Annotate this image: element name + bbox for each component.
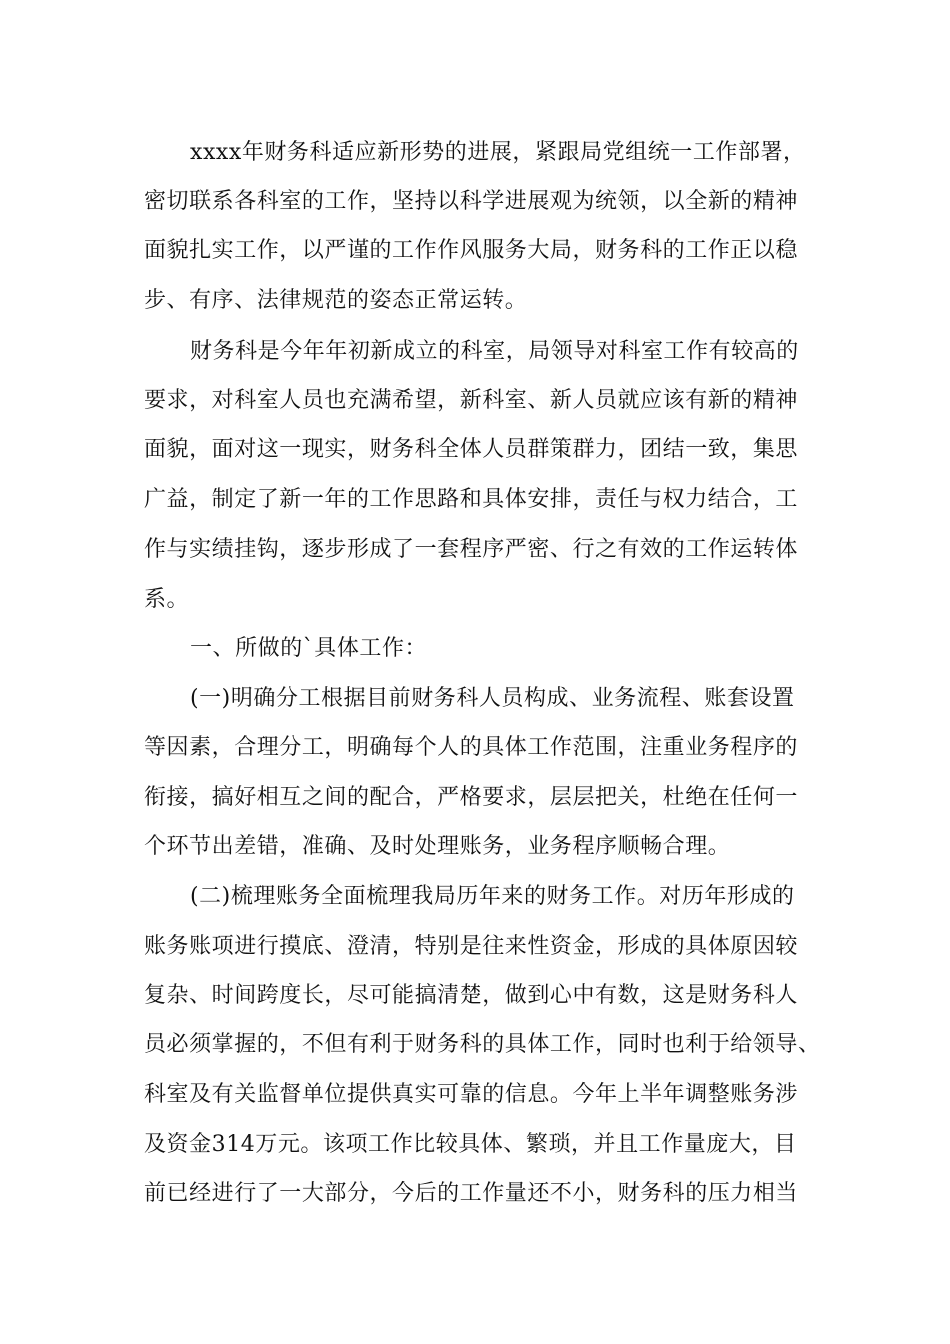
paragraph-4-line-3: 复杂、时间跨度长，尽可能搞清楚，做到心中有数，这是财务科人 [144,983,798,1008]
paragraph-3-line-1: (一)明确分工根据目前财务科人员构成、业务流程、账套设置 [190,686,795,711]
paragraph-4-line-1: (二)梳理账务全面梳理我局历年来的财务工作。对历年形成的 [190,884,795,909]
paragraph-4-line-4: 员必须掌握的，不但有利于财务科的具体工作，同时也利于给领导、 [144,1032,821,1057]
paragraph-1-line-4: 步、有序、法律规范的姿态正常运转。 [144,288,528,313]
paragraph-4-line-5: 科室及有关监督单位提供真实可靠的信息。今年上半年调整账务涉 [144,1082,798,1107]
paragraph-2-line-2: 要求，对科室人员也充满希望，新科室、新人员就应该有新的精神 [144,388,798,413]
paragraph-2-line-1: 财务科是今年年初新成立的科室，局领导对科室工作有较高的 [190,339,799,364]
paragraph-1-line-1: xxxx年财务科适应新形势的进展，紧跟局党组统一工作部署， [190,140,806,165]
paragraph-2-line-6: 系。 [144,587,190,612]
paragraph-3-line-2: 等因素，合理分工，明确每个人的具体工作范围，注重业务程序的 [144,735,798,760]
paragraph-4-line-6: 及资金314万元。该项工作比较具体、繁琐，并且工作量庞大，目 [144,1132,797,1157]
section-heading: 一、所做的`具体工作： [190,636,428,661]
paragraph-3-line-3: 衔接，搞好相互之间的配合，严格要求，层层把关，杜绝在任何一 [144,785,798,810]
paragraph-1-line-3: 面貌扎实工作，以严谨的工作作风服务大局，财务科的工作正以稳 [144,238,798,263]
paragraph-4-line-2: 账务账项进行摸底、澄清，特别是往来性资金，形成的具体原因较 [144,934,798,959]
paragraph-2-line-5: 作与实绩挂钩，逐步形成了一套程序严密、行之有效的工作运转体 [144,537,798,562]
paragraph-1-line-2: 密切联系各科室的工作，坚持以科学进展观为统领，以全新的精神 [144,189,798,214]
paragraph-2-line-3: 面貌，面对这一现实，财务科全体人员群策群力，团结一致，集思 [144,437,798,462]
paragraph-4-line-7: 前已经进行了一大部分，今后的工作量还不小，财务科的压力相当 [144,1181,798,1206]
paragraph-3-line-4: 个环节出差错，准确、及时处理账务，业务程序顺畅合理。 [144,834,731,859]
paragraph-2-line-4: 广益，制定了新一年的工作思路和具体安排，责任与权力结合，工 [144,487,798,512]
